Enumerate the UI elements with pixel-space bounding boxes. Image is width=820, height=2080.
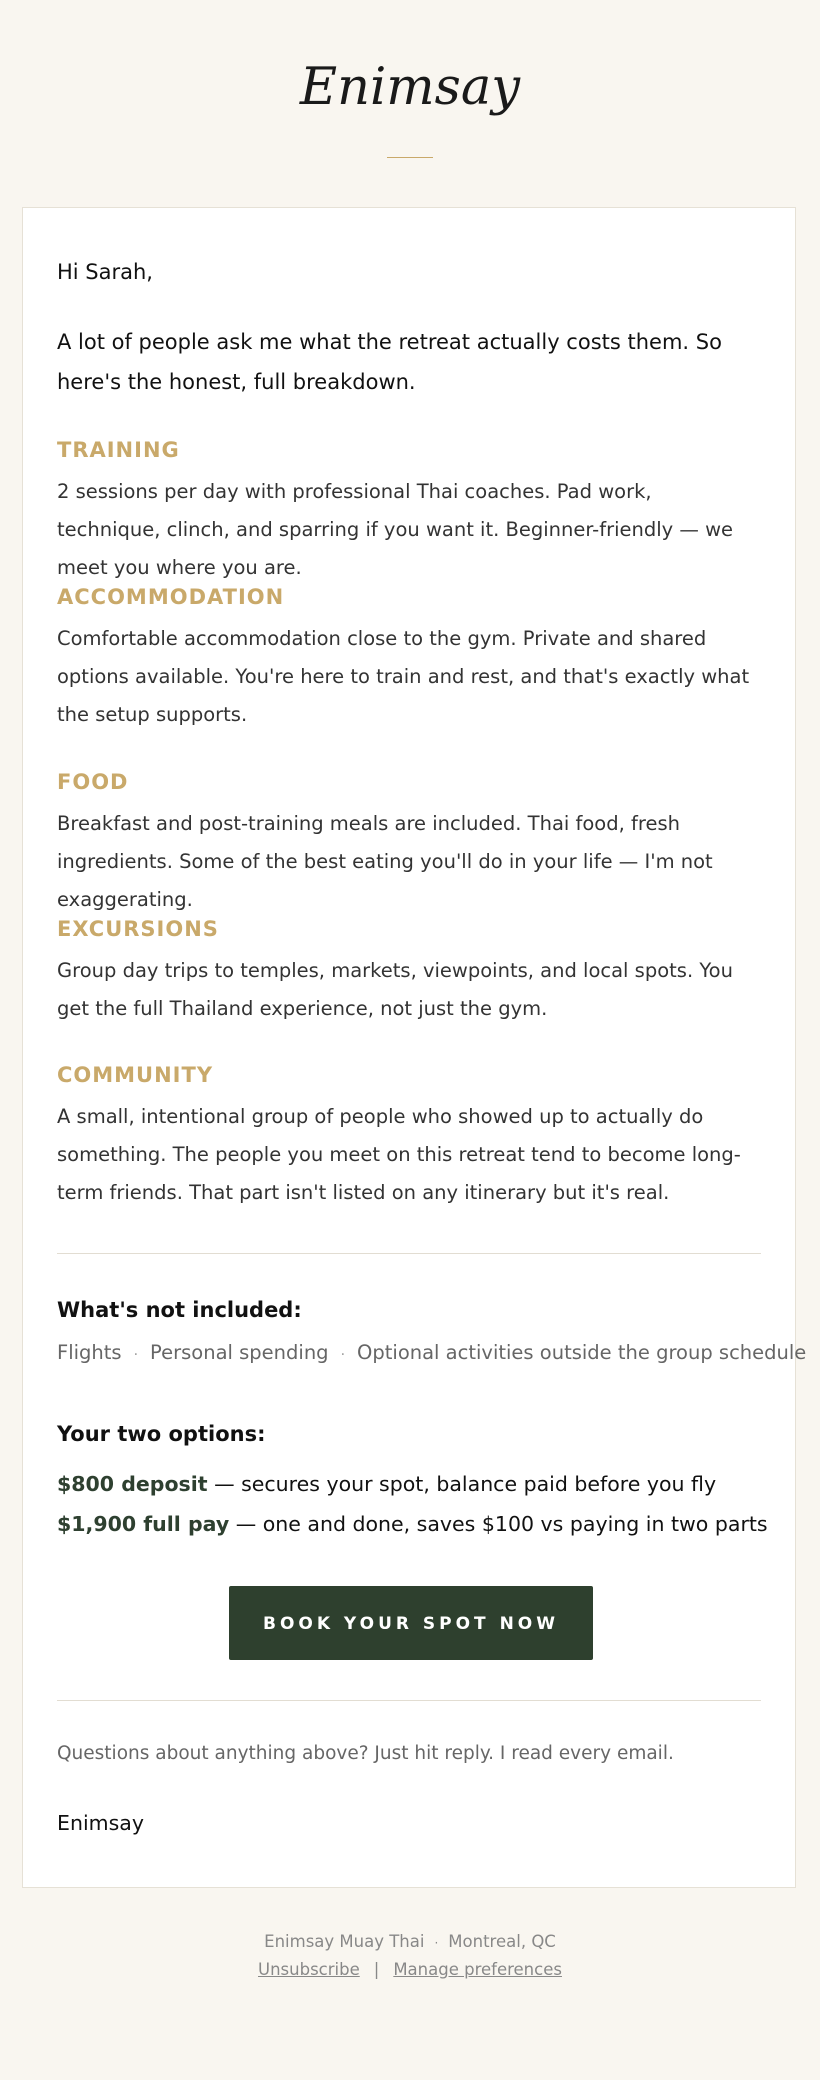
section-title-training: TRAINING: [57, 438, 180, 462]
list-separator: ·: [340, 1347, 346, 1363]
section-body-community: A small, intentional group of people who showed up to actually do something. The people you meet on this retreat tend to become long-term friends. That part isn't listed on any itinerary but it's real.: [57, 1105, 741, 1204]
footer-separator: ·: [434, 1936, 439, 1950]
not-included-list: [57, 1341, 807, 1364]
brand-wordmark: Enimsay: [299, 58, 521, 117]
email-header: [0, 0, 820, 207]
intro-paragraph: A lot of people ask me what the retreat actually costs them. So here's the honest, full breakdown.: [57, 330, 722, 394]
unsubscribe-link[interactable]: Unsubscribe: [258, 1960, 360, 1979]
section-body-excursions: Group day trips to temples, markets, viewpoints, and local spots. You get the full Thailand experience, not just the gym.: [57, 959, 733, 1020]
footer-location: Montreal, QC: [448, 1932, 556, 1951]
option-price: $800 deposit: [57, 1472, 208, 1496]
brand-divider: [387, 157, 433, 158]
not-included-item: Personal spending: [150, 1341, 329, 1364]
section-title-excursions: EXCURSIONS: [57, 917, 219, 941]
option-full-pay: [57, 1512, 768, 1536]
option-description: — secures your spot, balance paid before you fly: [207, 1472, 717, 1496]
content-divider: [57, 1253, 761, 1254]
section-title-accommodation: ACCOMMODATION: [57, 585, 285, 609]
section-title-food: FOOD: [57, 770, 129, 794]
section-title-community: COMMUNITY: [57, 1063, 214, 1087]
greeting: Hi Sarah,: [57, 260, 153, 284]
manage-preferences-link[interactable]: Manage preferences: [393, 1960, 562, 1979]
not-included-heading: What's not included:: [57, 1298, 302, 1322]
not-included-item: Optional activities outside the group schedule: [357, 1341, 807, 1364]
section-body-training: 2 sessions per day with professional Thai coaches. Pad work, technique, clinch, and sparring if you want it. Beginner-friendly — we meet you where you are.: [57, 480, 734, 579]
footer-link-divider: |: [373, 1960, 380, 1979]
section-body-accommodation: Comfortable accommodation close to the gym. Private and shared options available. You're here to train and rest, and that's exactly what the setup supports.: [57, 627, 750, 726]
footer-divider: [57, 1700, 761, 1701]
signoff-signature: Enimsay: [57, 1811, 144, 1835]
option-price: $1,900 full pay: [57, 1512, 230, 1536]
option-deposit: [57, 1472, 761, 1496]
list-separator: ·: [133, 1347, 139, 1363]
footer-company: Enimsay Muay Thai: [264, 1932, 425, 1951]
options-heading: Your two options:: [57, 1422, 266, 1446]
section-body-food: Breakfast and post-training meals are included. Thai food, fresh ingredients. Some of the best eating you'll do in your life — I'm not exaggerating.: [57, 812, 713, 911]
questions-note: Questions about anything above? Just hit reply. I read every email.: [57, 1743, 674, 1764]
footer-address: [0, 1932, 820, 1951]
not-included-item: Flights: [57, 1341, 122, 1364]
footer-links: [0, 1960, 820, 1979]
email-card: [22, 207, 807, 1888]
option-description: — one and done, saves $100 vs paying in two parts: [229, 1512, 768, 1536]
book-spot-button[interactable]: BOOK YOUR SPOT NOW: [229, 1586, 593, 1660]
